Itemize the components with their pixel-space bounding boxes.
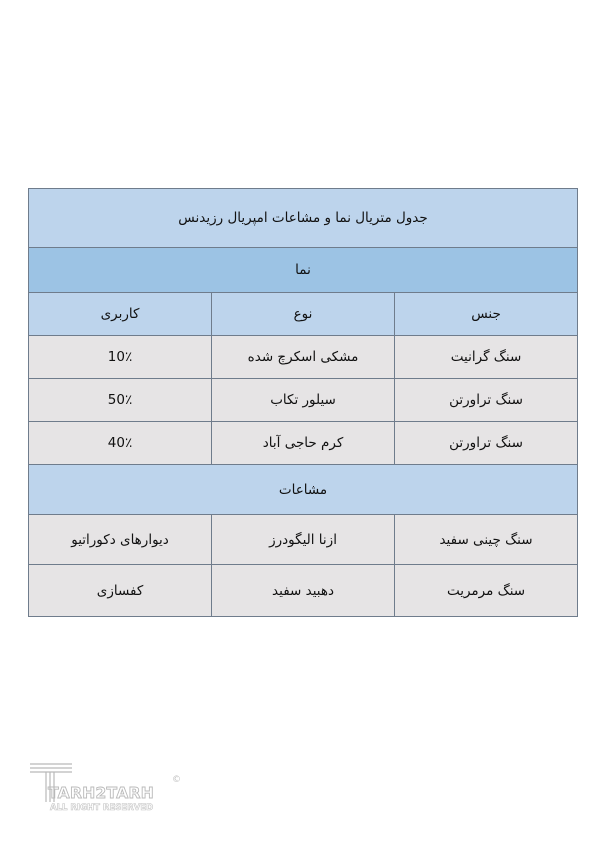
cell-material: سنگ چینی سفید (395, 515, 578, 565)
usage-percent: 10٪ (107, 349, 133, 365)
cell-type: کرم حاجی آباد (212, 422, 395, 465)
table-row (29, 422, 578, 465)
table-title: جدول متریال نما و مشاعات امپریال رزیدنس (29, 189, 578, 248)
usage-percent: 50٪ (107, 392, 133, 408)
materials-table (28, 188, 578, 617)
cell-material: سنگ گرانیت (395, 336, 578, 379)
watermark-logo (28, 760, 188, 816)
section-title-common: مشاعات (29, 465, 578, 515)
watermark-brand: TARH2TARH (48, 784, 155, 802)
cell-material: سنگ تراورتن (395, 379, 578, 422)
cell-type: ازنا الیگودرز (212, 515, 395, 565)
table-row (29, 565, 578, 617)
usage-percent: 40٪ (107, 435, 133, 451)
table-header-row (29, 293, 578, 336)
column-header-material: جنس (395, 293, 578, 336)
cell-usage (29, 336, 212, 379)
cell-material: سنگ تراورتن (395, 422, 578, 465)
section-row-common (29, 465, 578, 515)
table-row (29, 515, 578, 565)
cell-type: مشکی اسکرچ شده (212, 336, 395, 379)
column-header-type: نوع (212, 293, 395, 336)
column-header-usage: کاربری (29, 293, 212, 336)
cell-material: سنگ مرمریت (395, 565, 578, 617)
table-row (29, 336, 578, 379)
copyright-icon: © (172, 775, 181, 785)
cell-usage (29, 379, 212, 422)
section-row-facade (29, 248, 578, 293)
cell-type: سیلور تکاب (212, 379, 395, 422)
table-title-row (29, 189, 578, 248)
table-row (29, 379, 578, 422)
cell-usage: کفسازی (29, 565, 212, 617)
cell-type: دهبید سفید (212, 565, 395, 617)
section-title-facade: نما (29, 248, 578, 293)
watermark-tagline: ALL RIGHT RESERVED (50, 803, 154, 813)
cell-usage: دیوارهای دکوراتیو (29, 515, 212, 565)
cell-usage (29, 422, 212, 465)
